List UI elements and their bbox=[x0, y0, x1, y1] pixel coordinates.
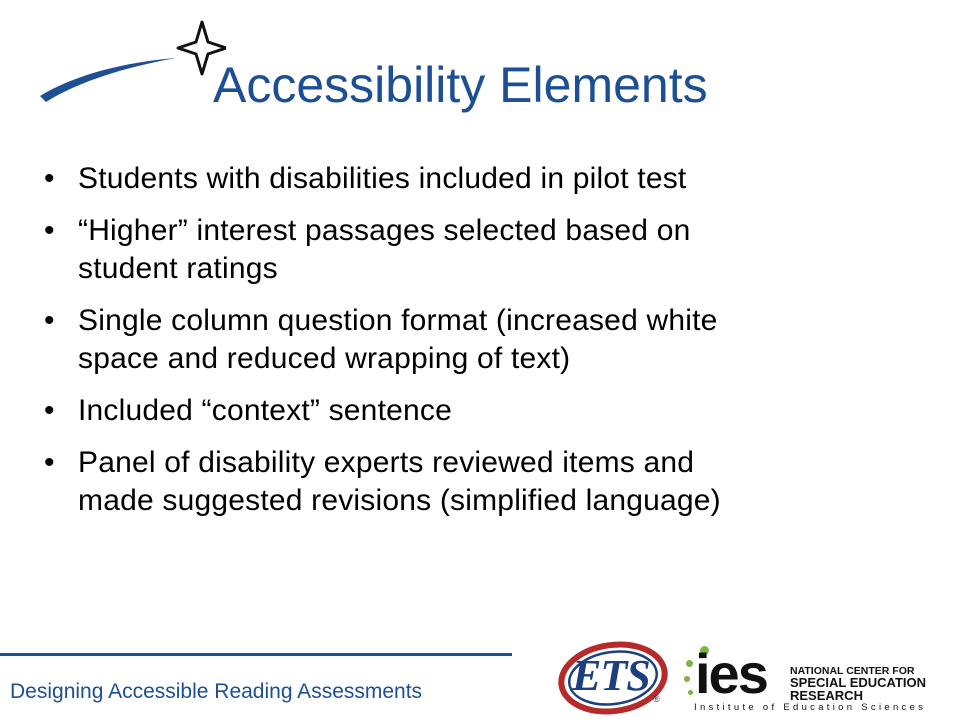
footer-text: Designing Accessible Reading Assessments bbox=[10, 680, 423, 703]
bullet-text: Single column question format (increased white bbox=[78, 304, 718, 337]
bullet-item bbox=[40, 160, 890, 198]
bullet-item bbox=[40, 392, 890, 430]
ies-logo-letters: ies bbox=[695, 642, 767, 705]
bullet-list bbox=[40, 160, 890, 534]
ets-registered-mark: ® bbox=[653, 694, 660, 704]
bullet-text: “Higher” interest passages selected based on bbox=[78, 214, 691, 247]
bullet-item bbox=[40, 302, 890, 378]
bullet-text: Students with disabilities included in pilot test bbox=[78, 162, 687, 195]
footer-divider bbox=[0, 653, 512, 656]
bullet-dot-icon: • bbox=[44, 214, 55, 247]
star-swoosh-logo bbox=[36, 18, 226, 104]
slide-title: Accessibility Elements bbox=[213, 57, 708, 113]
ies-line-2: SPECIAL EDUCATION RESEARCH bbox=[790, 675, 927, 703]
bullet-text: Included “context” sentence bbox=[78, 394, 452, 427]
bullet-dot-icon: • bbox=[44, 162, 55, 195]
ies-line-1: NATIONAL CENTER FOR bbox=[790, 665, 915, 677]
ets-logo-text: ETS bbox=[572, 651, 650, 700]
bullet-dot-icon: • bbox=[44, 394, 55, 427]
bullet-dot-icon: • bbox=[44, 446, 55, 479]
bullet-item bbox=[40, 444, 890, 520]
bullet-text: space and reduced wrapping of text) bbox=[78, 342, 571, 375]
bullet-text: made suggested revisions (simplified language) bbox=[78, 484, 721, 517]
bullet-dot-icon: • bbox=[44, 304, 55, 337]
bullet-item bbox=[40, 212, 890, 288]
ies-center-name bbox=[790, 665, 960, 703]
bullet-text: student ratings bbox=[78, 252, 278, 285]
bullet-text: Panel of disability experts reviewed items and bbox=[78, 446, 695, 479]
ies-institute-name: Institute of Education Sciences bbox=[694, 702, 927, 713]
